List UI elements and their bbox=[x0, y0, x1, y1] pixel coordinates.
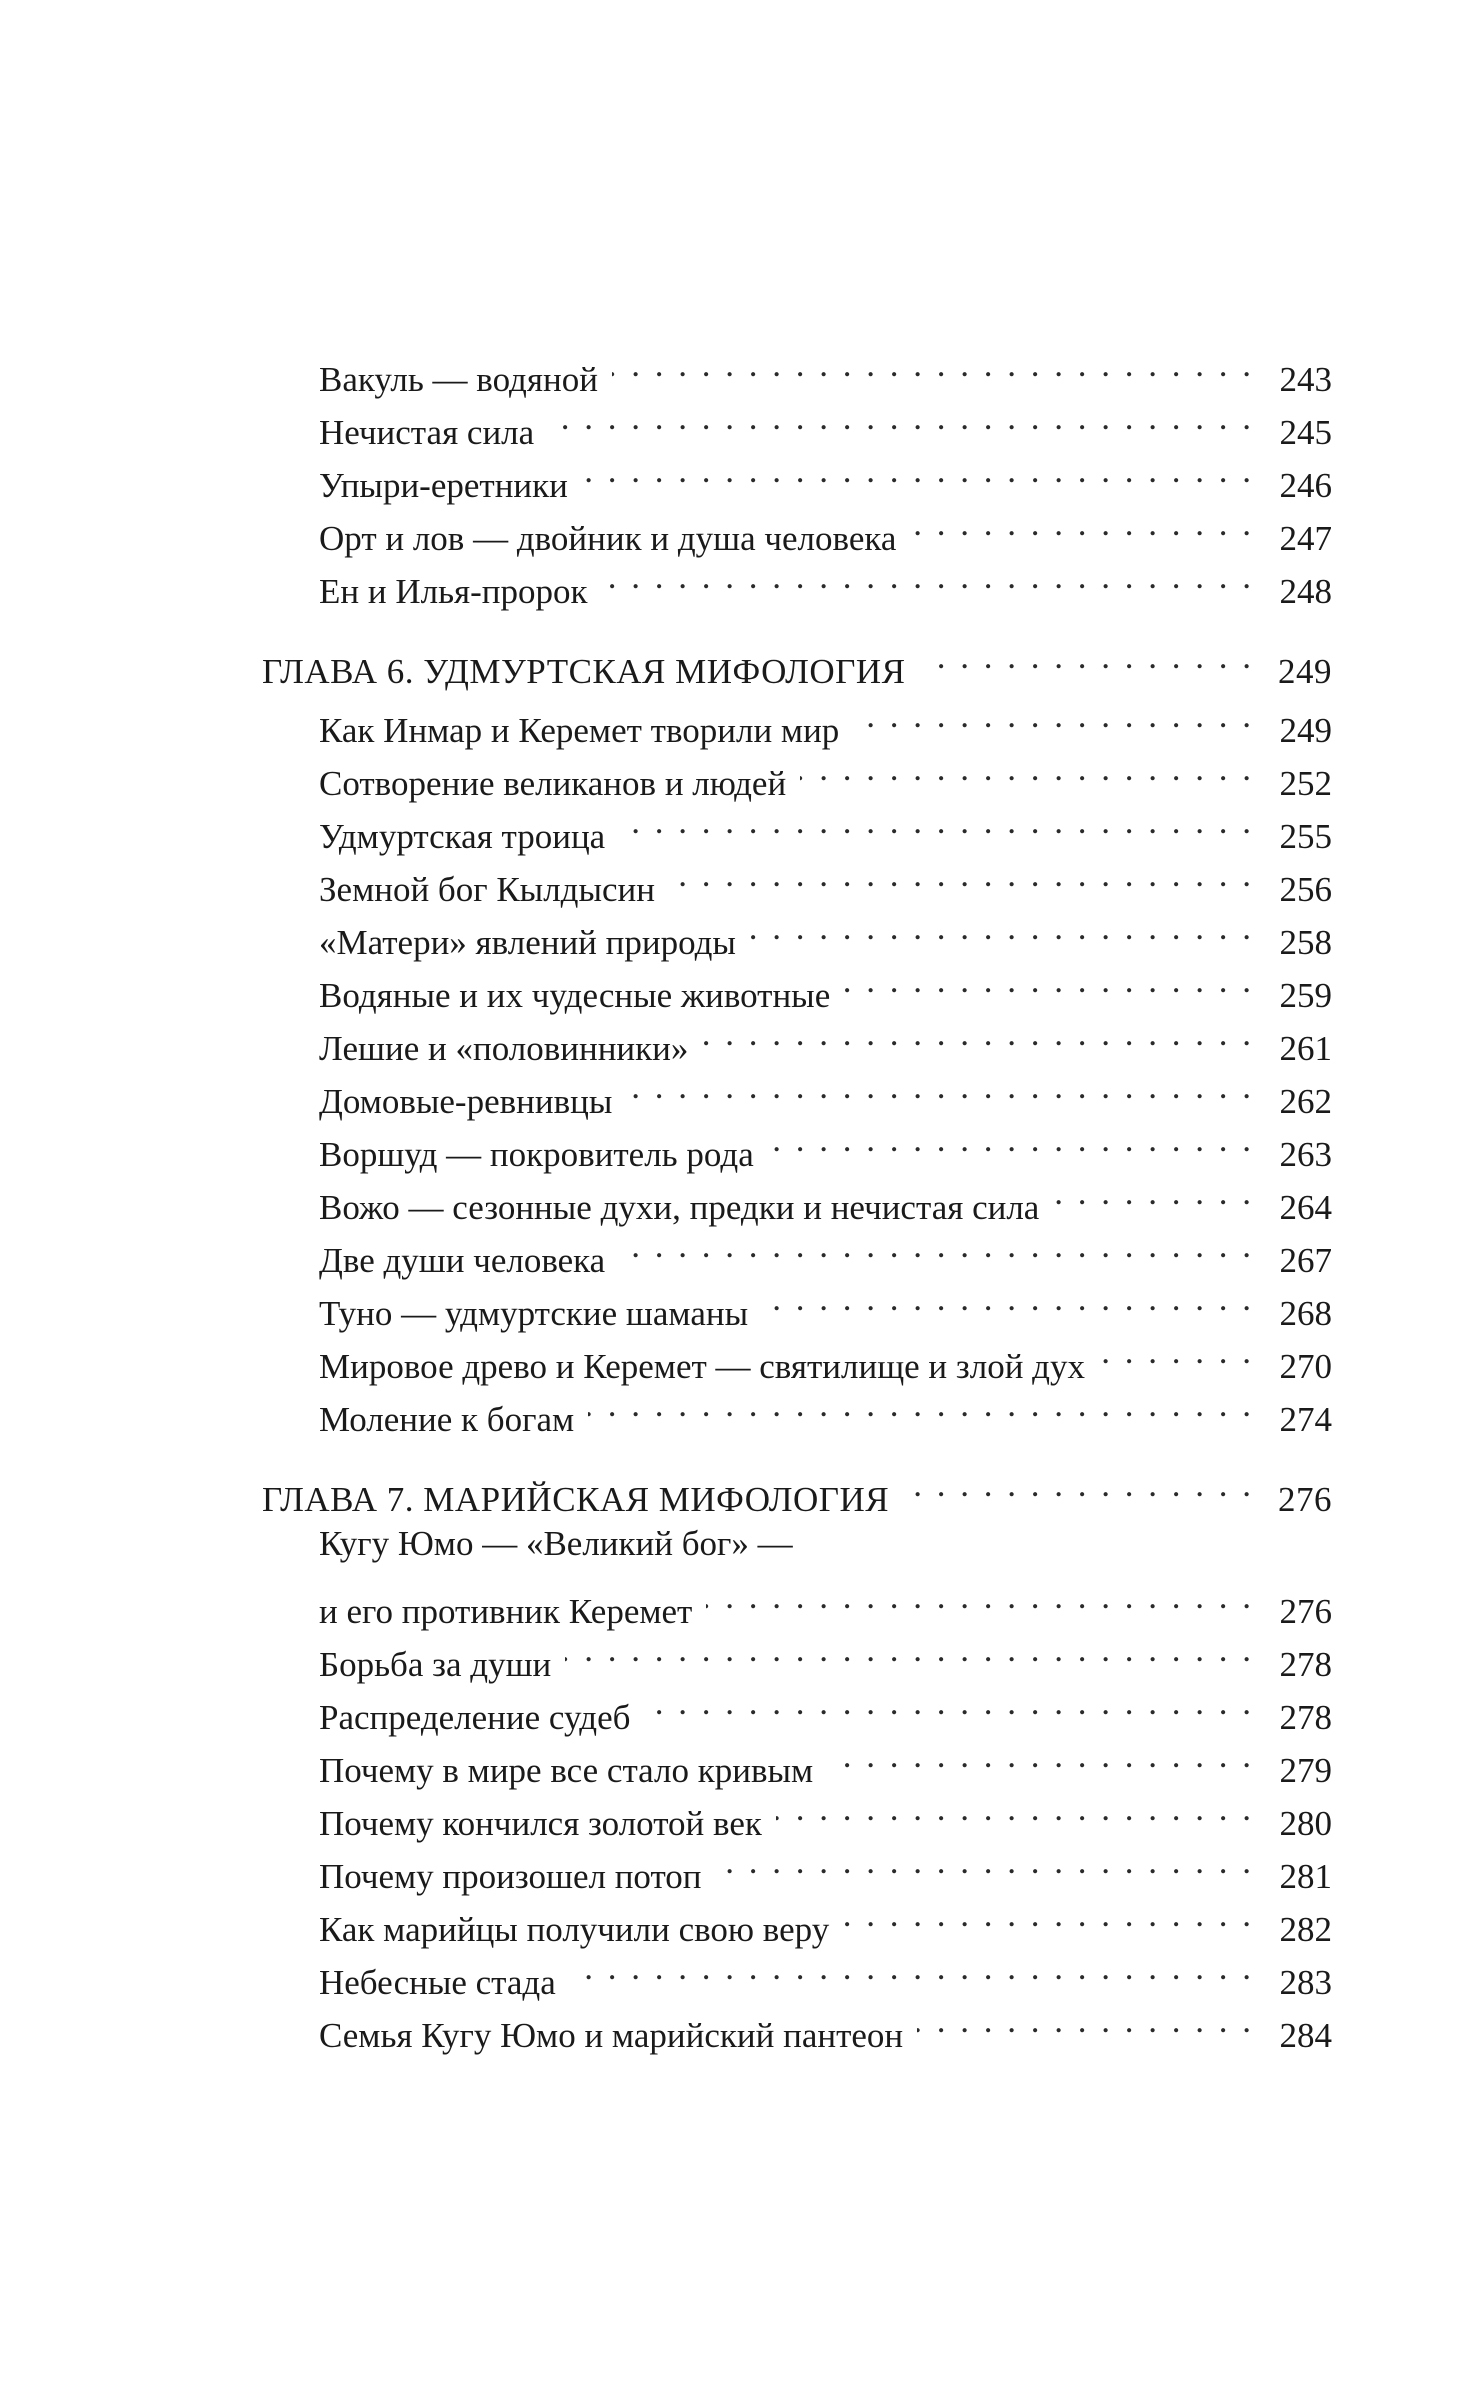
toc-entry-page: 256 bbox=[1279, 870, 1332, 909]
dot-leader bbox=[619, 795, 1254, 848]
toc-entry-title: Как марийцы получили свою веру bbox=[319, 1910, 830, 1949]
dot-leader bbox=[910, 497, 1254, 550]
toc-entry-page: 270 bbox=[1279, 1347, 1332, 1386]
toc-entry-page: 278 bbox=[1279, 1698, 1332, 1737]
toc-entry-page: 281 bbox=[1279, 1857, 1332, 1896]
toc-entry-title-line1: Кугу Юмо — «Великий бог» — bbox=[319, 1524, 793, 1563]
dot-leader bbox=[768, 1113, 1254, 1166]
dot-leader bbox=[776, 1782, 1254, 1835]
dot-leader bbox=[548, 391, 1254, 444]
toc-entry-page: 249 bbox=[1279, 711, 1332, 750]
dot-leader bbox=[706, 1570, 1254, 1623]
toc-entry-title: Удмуртская троица bbox=[319, 817, 606, 856]
dot-leader bbox=[644, 1676, 1254, 1729]
toc-entry-page: 274 bbox=[1279, 1400, 1332, 1439]
chapter-title: ГЛАВА 6. УДМУРТСКАЯ МИФОЛОГИЯ bbox=[262, 652, 906, 691]
toc-entry-page: 278 bbox=[1279, 1645, 1332, 1684]
dot-leader bbox=[570, 1941, 1254, 1994]
toc-entry-page: 268 bbox=[1279, 1294, 1332, 1333]
chapter-page: 276 bbox=[1278, 1480, 1332, 1519]
dot-leader bbox=[762, 1272, 1254, 1325]
toc-entry-page: 243 bbox=[1279, 360, 1332, 399]
chapter-heading bbox=[262, 630, 1332, 691]
toc-entry-title: Как Инмар и Керемет творили мир bbox=[319, 711, 840, 750]
toc-entry-title: Упыри-еретники bbox=[319, 466, 568, 505]
toc-entry-title: Ен и Илья-пророк bbox=[319, 572, 588, 611]
toc-entry-page: 279 bbox=[1279, 1751, 1332, 1790]
toc-entry-title: «Матери» явлений природы bbox=[319, 923, 736, 962]
toc-entry-page: 284 bbox=[1279, 2016, 1332, 2055]
toc-entry-title: Нечистая сила bbox=[319, 413, 535, 452]
dot-leader bbox=[853, 689, 1254, 742]
toc-entry-title: Почему в мире все стало кривым bbox=[319, 1751, 814, 1790]
chapter-title: ГЛАВА 7. МАРИЙСКАЯ МИФОЛОГИЯ bbox=[262, 1480, 890, 1519]
toc-entry-title: Вожо — сезонные духи, предки и нечистая сила bbox=[319, 1188, 1040, 1227]
toc-entry-title: Семья Кугу Юмо и марийский пантеон bbox=[319, 2016, 904, 2055]
toc-entry-title: Борьба за души bbox=[319, 1645, 552, 1684]
dot-leader bbox=[800, 742, 1254, 795]
dot-leader bbox=[702, 1007, 1254, 1060]
chapter-page: 249 bbox=[1278, 652, 1332, 691]
toc-entry-title: Почему произошел потоп bbox=[319, 1857, 702, 1896]
toc-entry-page: 282 bbox=[1279, 1910, 1332, 1949]
dot-leader bbox=[582, 444, 1254, 497]
toc-entry-page: 247 bbox=[1279, 519, 1332, 558]
toc-entry-page: 262 bbox=[1279, 1082, 1332, 1121]
toc-entry-page: 248 bbox=[1279, 572, 1332, 611]
chapter7-section bbox=[262, 1458, 1332, 2055]
dot-leader bbox=[716, 1835, 1254, 1888]
dot-leader bbox=[612, 338, 1254, 391]
dot-leader bbox=[565, 1623, 1254, 1676]
toc-entry-title: Вакуль — водяной bbox=[319, 360, 598, 399]
toc-entry-page: 280 bbox=[1279, 1804, 1332, 1843]
toc-entry-title: Мировое древо и Керемет — святилище и злой дух bbox=[319, 1347, 1085, 1386]
dot-leader bbox=[626, 1060, 1254, 1113]
toc-entry-page: 267 bbox=[1279, 1241, 1332, 1280]
dot-leader bbox=[669, 848, 1254, 901]
toc-entry-page: 246 bbox=[1279, 466, 1332, 505]
toc-entry-page: 283 bbox=[1279, 1963, 1332, 2002]
toc-entry-title: Воршуд — покровитель рода bbox=[319, 1135, 754, 1174]
toc-entry-title: Моление к богам bbox=[319, 1400, 575, 1439]
toc-entry-title: Две души человека bbox=[319, 1241, 606, 1280]
toc-entry bbox=[262, 338, 1332, 399]
toc-entry-page: 261 bbox=[1279, 1029, 1332, 1068]
toc-entry-title: и его противник Керемет bbox=[319, 1592, 693, 1631]
dot-leader bbox=[1053, 1166, 1254, 1219]
toc-entry-page: 255 bbox=[1279, 817, 1332, 856]
dot-leader bbox=[750, 901, 1254, 954]
dot-leader bbox=[903, 1458, 1254, 1511]
table-of-contents bbox=[262, 338, 1332, 2055]
dot-leader bbox=[588, 1378, 1254, 1431]
dot-leader bbox=[1099, 1325, 1254, 1378]
chapter-heading bbox=[262, 1458, 1332, 1519]
dot-leader bbox=[602, 550, 1254, 603]
toc-entry-page: 245 bbox=[1279, 413, 1332, 452]
toc-entry-title: Лешие и «половинники» bbox=[319, 1029, 689, 1068]
toc-entry-page: 259 bbox=[1279, 976, 1332, 1015]
toc-entry-title: Домовые-ревнивцы bbox=[319, 1082, 613, 1121]
dot-leader bbox=[619, 1219, 1254, 1272]
toc-entry-page: 264 bbox=[1279, 1188, 1332, 1227]
toc-entry-page: 258 bbox=[1279, 923, 1332, 962]
toc-entry-title: Водяные и их чудесные животные bbox=[319, 976, 831, 1015]
toc-entry-title: Почему кончился золотой век bbox=[319, 1804, 762, 1843]
toc-entry bbox=[262, 1570, 1332, 1631]
toc-entry-title: Туно — удмуртские шаманы bbox=[319, 1294, 749, 1333]
toc-entry-page: 276 bbox=[1279, 1592, 1332, 1631]
toc-entry-title: Сотворение великанов и людей bbox=[319, 764, 787, 803]
dot-leader bbox=[843, 1888, 1254, 1941]
toc-entry-title: Небесные стада bbox=[319, 1963, 556, 2002]
dot-leader bbox=[827, 1729, 1254, 1782]
toc-entry-page: 252 bbox=[1279, 764, 1332, 803]
dot-leader bbox=[917, 1994, 1254, 2047]
chapter6-section bbox=[262, 630, 1332, 1439]
toc-entry-title: Распределение судеб bbox=[319, 1698, 631, 1737]
toc-entry-title: Земной бог Кылдысин bbox=[319, 870, 655, 909]
toc-entry-title: Орт и лов — двойник и душа человека bbox=[319, 519, 897, 558]
chapter5-tail-section bbox=[262, 338, 1332, 611]
dot-leader bbox=[920, 630, 1254, 683]
dot-leader bbox=[844, 954, 1254, 1007]
toc-entry-page: 263 bbox=[1279, 1135, 1332, 1174]
